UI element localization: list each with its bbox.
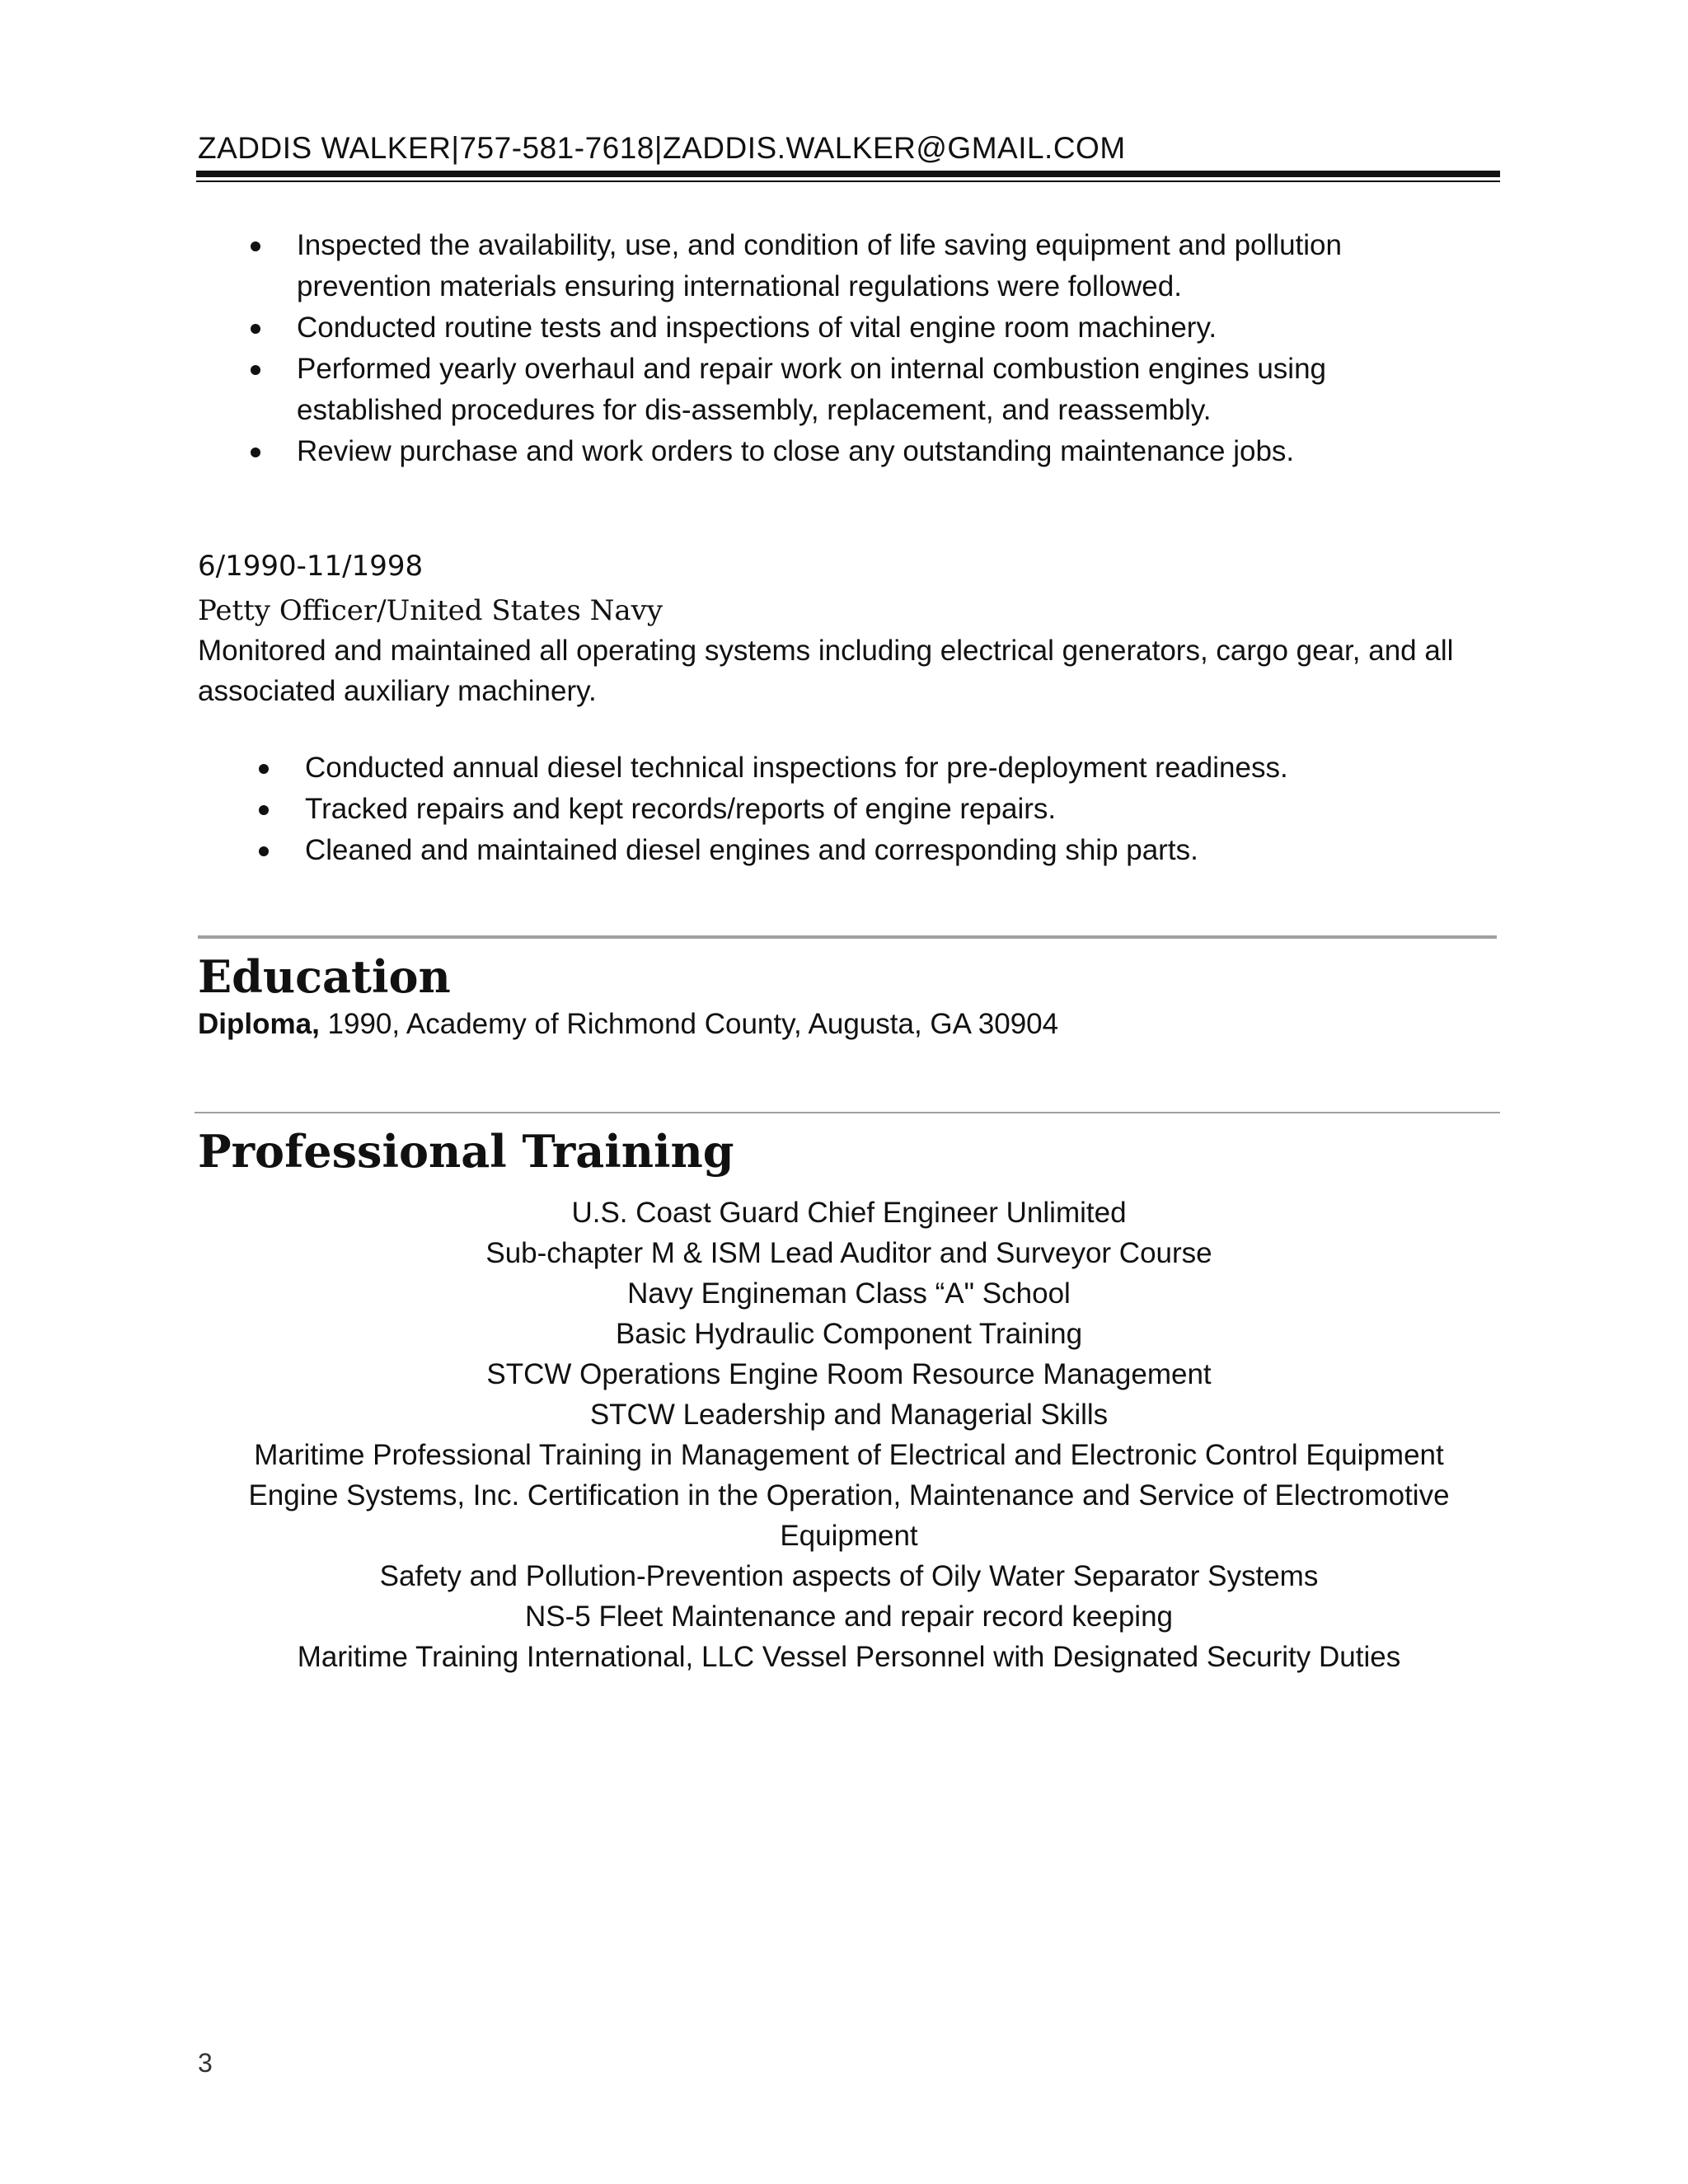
- bullet-text: Cleaned and maintained diesel engines and corresponding ship parts.: [305, 834, 1198, 866]
- training-item: Safety and Pollution-Prevention aspects of Oily Water Separator Systems: [379, 1560, 1319, 1592]
- list-item: [198, 431, 1459, 472]
- contact-separator: |: [451, 131, 460, 165]
- training-item: Basic Hydraulic Component Training: [615, 1318, 1083, 1350]
- training-item: STCW Leadership and Managerial Skills: [589, 1399, 1109, 1431]
- header-divider-thick: [196, 171, 1500, 177]
- training-item: Sub-chapter M & ISM Lead Auditor and Surveyor Course: [485, 1237, 1212, 1269]
- list-item: [206, 789, 1467, 830]
- bullet-text: Review purchase and work orders to close any outstanding maintenance jobs.: [297, 435, 1295, 467]
- education-entry: [198, 1004, 1058, 1045]
- list-item: [206, 830, 1467, 871]
- training-item: U.S. Coast Guard Chief Engineer Unlimited: [571, 1197, 1127, 1229]
- bullet-icon: [251, 448, 260, 457]
- section-divider: [198, 935, 1497, 939]
- bullet-text: Inspected the availability, use, and condition of life saving equipment and pollution prevention materials ensuring international regulations were followed.: [297, 229, 1342, 302]
- contact-name: ZADDIS WALKER: [198, 131, 452, 165]
- training-heading: Professional Training: [198, 1125, 734, 1178]
- training-item: Navy Engineman Class “A" School: [627, 1277, 1071, 1310]
- contact-header: [198, 124, 1500, 173]
- contact-email: ZADDIS.WALKER@GMAIL.COM: [663, 131, 1126, 165]
- experience-bullet-list: [198, 225, 1459, 472]
- education-details: 1990, Academy of Richmond County, Augusta, GA 30904: [319, 1008, 1059, 1040]
- list-item: [206, 748, 1467, 789]
- bullet-icon: [259, 805, 269, 815]
- job-title: Petty Officer/United States Navy: [198, 594, 663, 627]
- bullet-icon: [251, 241, 260, 251]
- list-item: [198, 349, 1459, 431]
- navy-bullet-list: [206, 748, 1467, 871]
- training-item: Maritime Training International, LLC Vessel Personnel with Designated Security Duties: [297, 1641, 1401, 1673]
- training-item: STCW Operations Engine Room Resource Management: [486, 1358, 1212, 1390]
- contact-phone: 757-581-7618: [459, 131, 654, 165]
- bullet-text: Tracked repairs and kept records/reports of engine repairs.: [305, 793, 1057, 825]
- bullet-icon: [259, 846, 269, 856]
- job-dates: 6/1990-11/1998: [198, 550, 424, 583]
- bullet-text: Conducted routine tests and inspections of vital engine room machinery.: [297, 312, 1217, 344]
- education-degree: Diploma,: [198, 1008, 320, 1040]
- training-item: Maritime Professional Training in Management of Electrical and Electronic Control Equipment: [254, 1439, 1444, 1471]
- contact-separator: |: [654, 131, 663, 165]
- header-divider-thin: [196, 180, 1500, 182]
- bullet-text: Conducted annual diesel technical inspections for pre-deployment readiness.: [305, 752, 1288, 784]
- bullet-icon: [259, 764, 269, 774]
- bullet-text: Performed yearly overhaul and repair work on internal combustion engines using established procedures for dis-assembly, replacement, and reassembly.: [297, 353, 1327, 426]
- job-description: Monitored and maintained all operating systems including electrical generators, cargo gear, and all associated auxiliary machinery.: [198, 635, 1454, 707]
- training-list: [198, 1193, 1500, 1677]
- education-heading: Education: [198, 950, 451, 1003]
- training-item: Engine Systems, Inc. Certification in the Operation, Maintenance and Service of Electromotive Equipment: [248, 1479, 1450, 1552]
- section-divider: [195, 1112, 1500, 1113]
- bullet-icon: [251, 324, 260, 334]
- list-item: [198, 307, 1459, 349]
- page-number: 3: [198, 2048, 213, 2078]
- training-item: NS-5 Fleet Maintenance and repair record keeping: [525, 1601, 1173, 1633]
- list-item: [198, 225, 1459, 307]
- bullet-icon: [251, 365, 260, 375]
